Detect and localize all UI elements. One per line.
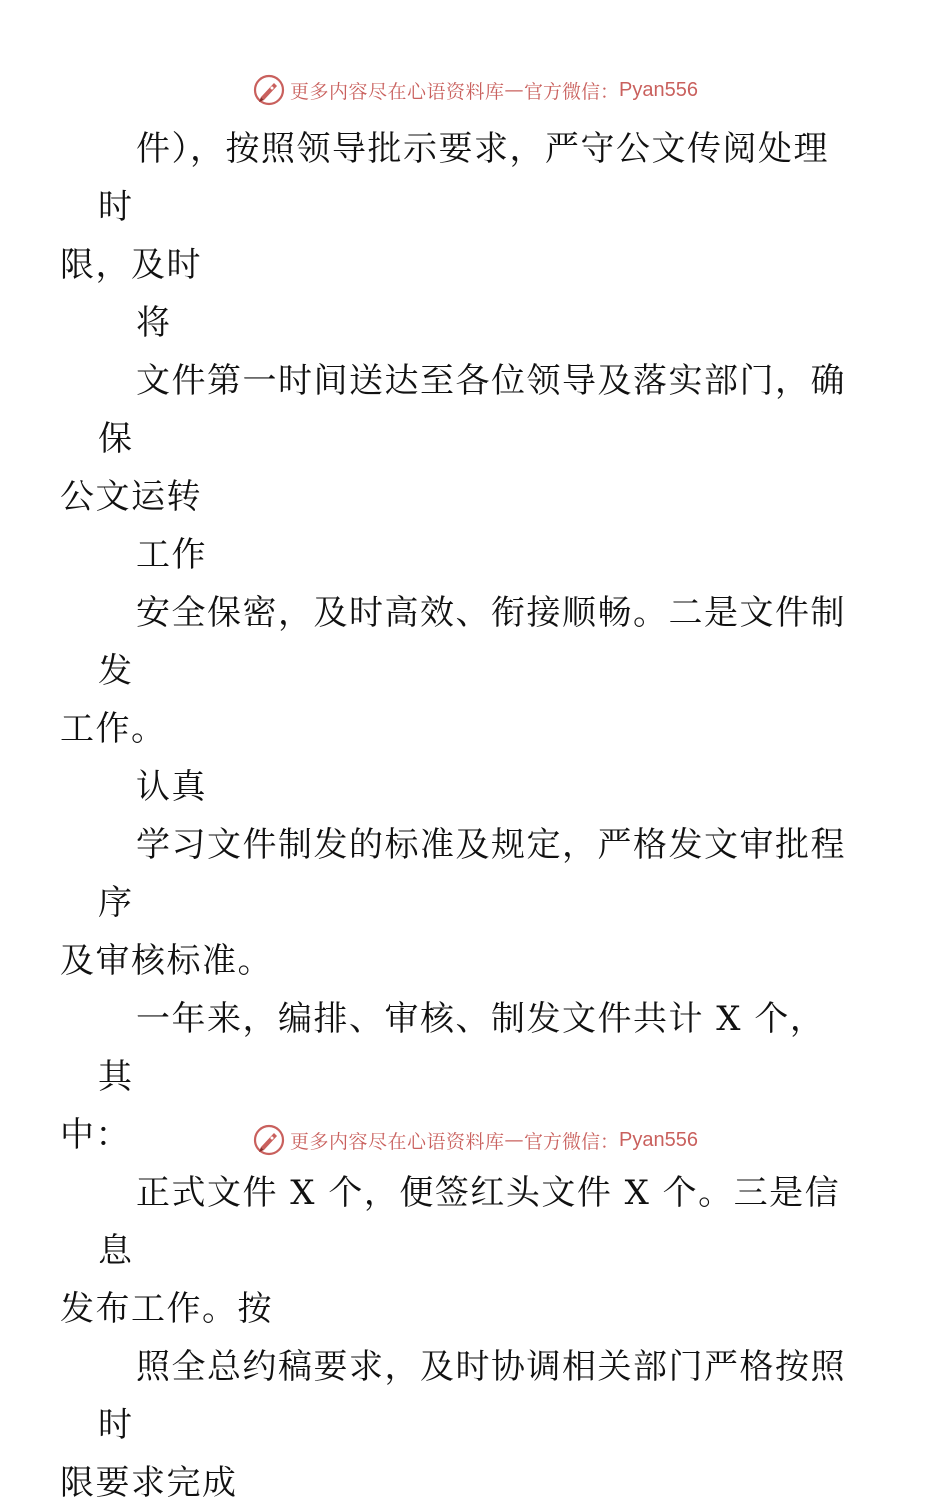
pen-logo-icon <box>252 73 286 107</box>
header-separator: — <box>504 79 525 101</box>
document-body <box>60 120 858 1512</box>
text-line: 安全保密，及时高效、衔接顺畅。二是文件制发 <box>98 593 846 691</box>
paragraph <box>60 816 858 990</box>
footer-wechat-handle: Pyan556 <box>619 1128 698 1151</box>
paragraph <box>98 758 858 816</box>
text-line: 公文运转 <box>60 477 202 517</box>
paragraph <box>60 352 858 526</box>
paragraph <box>98 294 858 352</box>
header-banner <box>0 70 950 110</box>
header-wechat-label: 官方微信： <box>524 80 620 103</box>
footer-wechat-label: 官方微信： <box>524 1130 620 1153</box>
text-line: 照全总约稿要求，及时协调相关部门严格按照时 <box>98 1347 846 1445</box>
paragraph <box>60 1164 858 1338</box>
text-line: 文件第一时间送达至各位领导及落实部门，确保 <box>98 361 846 459</box>
pen-logo-icon <box>252 1123 286 1157</box>
footer-site-text: 更多内容尽在心语资料库 <box>290 1130 505 1153</box>
footer-banner <box>0 1120 950 1160</box>
text-line: 限，及时 <box>60 245 202 285</box>
paragraph <box>60 1338 858 1512</box>
text-line: 一年来，编排、审核、制发文件共计 X 个，其 <box>98 999 826 1097</box>
header-site-text: 更多内容尽在心语资料库 <box>290 80 505 103</box>
text-line: 将 <box>136 303 172 343</box>
text-line: 工作。 <box>60 709 167 749</box>
text-line: 发布工作。按 <box>60 1289 273 1329</box>
text-line: 及审核标准。 <box>60 941 273 981</box>
text-line: 正式文件 X 个，便签红头文件 X 个。三是信息 <box>98 1173 841 1271</box>
text-line: 认真 <box>136 767 207 807</box>
text-line: 中： <box>60 1115 131 1155</box>
header-wechat-handle: Pyan556 <box>619 78 698 101</box>
text-line: 工作 <box>136 535 207 575</box>
text-line: 学习文件制发的标准及规定，严格发文审批程序 <box>98 825 846 923</box>
paragraph <box>60 584 858 758</box>
paragraph <box>98 526 858 584</box>
paragraph <box>60 120 858 294</box>
text-line: 限要求完成 <box>60 1463 238 1503</box>
footer-separator: — <box>504 1129 525 1151</box>
text-line: 件），按照领导批示要求，严守公文传阅处理时 <box>98 129 829 227</box>
